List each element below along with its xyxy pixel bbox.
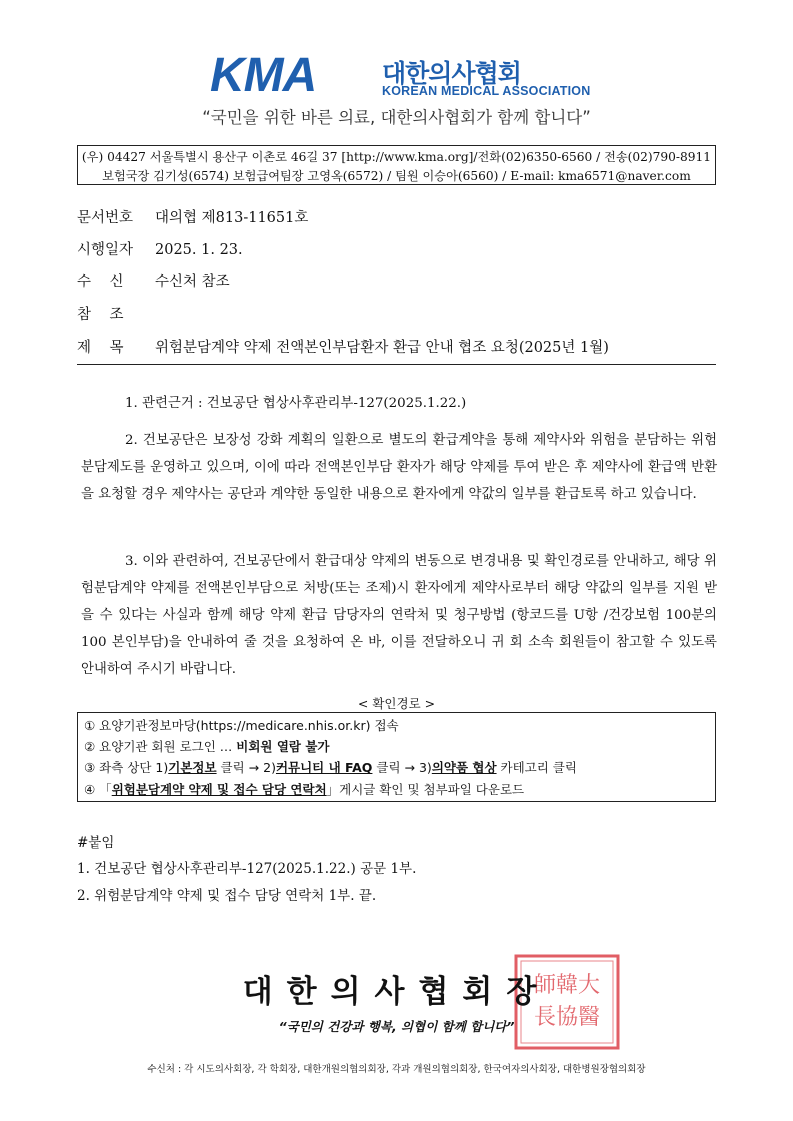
- signature-motto: “국민의 건강과 행복, 의협이 함께 합니다”: [278, 1019, 515, 1034]
- subject-value: 위험분담계약 약제 전액본인부담환자 환급 안내 협조 요청(2025년 1월): [155, 340, 609, 356]
- subject-label: 제 목: [77, 340, 124, 356]
- check-step-4-a: ④ 「: [84, 781, 112, 797]
- check-step-3-a: ③ 좌측 상단 1): [84, 760, 169, 776]
- reference-label: 참 조: [77, 307, 124, 323]
- doc-number-label: 문서번호: [77, 210, 134, 226]
- check-step-3-b: 기본정보: [168, 760, 217, 776]
- address-box: [77, 145, 716, 185]
- check-step-3-e: 클릭 → 3): [372, 760, 432, 776]
- address-line-2: 보험국장 김기성(6574) 보험급여팀장 고영옥(6572) / 팀원 이승아(6560) / E-mail: kma6571@naver.com: [102, 169, 691, 183]
- check-step-2-note: 비회원 열람 불가: [236, 739, 330, 755]
- check-step-3: [84, 757, 715, 778]
- check-step-3-f: 의약품 협상: [431, 760, 497, 776]
- signature-name: 대한의사협회장: [242, 974, 551, 1010]
- svg-text:師韓大: 師韓大: [533, 973, 601, 998]
- reference-row: [77, 303, 155, 324]
- attachment-2: 2. 위험분담계약 약제 및 접수 담당 연락처 1부. 끝.: [77, 888, 377, 904]
- check-path-title: < 확인경로 >: [357, 696, 436, 711]
- check-step-3-g: 카테고리 클릭: [496, 760, 577, 776]
- date-value: 2025. 1. 23.: [155, 242, 243, 258]
- doc-number: 대의협 제813-11651호: [155, 210, 309, 226]
- header-slogan: “국민을 위한 바른 의료, 대한의사협회가 함께 합니다”: [202, 108, 591, 127]
- divider: [77, 364, 716, 365]
- attachment-1: 1. 건보공단 협상사후관리부-127(2025.1.22.) 공문 1부.: [77, 861, 417, 877]
- date-row: [77, 238, 243, 259]
- check-step-2: [84, 736, 715, 757]
- doc-number-row: [77, 206, 308, 227]
- date-label: 시행일자: [77, 242, 134, 258]
- kma-logo: [210, 49, 591, 102]
- recipient-label: 수 신: [77, 274, 124, 290]
- check-step-4-c: 」게시글 확인 및 첨부파일 다운로드: [326, 781, 525, 797]
- kma-logo-mark: KMA: [210, 49, 317, 102]
- check-step-4-b: 위험분담계약 약제 및 접수 담당 연락처: [111, 781, 327, 797]
- recipients-list: 수신처 : 각 시도의사회장, 각 학회장, 대한개원의협의회장, 각과 개원의협의회장, 한국여자의사회장, 대한병원장협의회장: [147, 1064, 646, 1075]
- check-step-4: [84, 779, 715, 800]
- check-step-1: [84, 715, 715, 736]
- check-path-box: [77, 712, 716, 802]
- paragraph-1: [81, 390, 717, 417]
- check-step-2-text: ② 요양기관 회원 로그인 …: [84, 739, 237, 755]
- paragraph-3: [81, 548, 717, 683]
- address-line-1: (우) 04427 서울특별시 용산구 이촌로 46길 37 [http://www.kma.org]/전화(02)6350-6560 / 전송(02)790-8911: [81, 150, 712, 164]
- paragraph-3-text: 3. 이와 관련하여, 건보공단에서 환급대상 약제의 변동으로 변경내용 및 확인경로를 안내하고, 해당 위험분담계약 약제를 전액본인부담으로 처방(또는 조제)시 환자에게 제약사로부터 해당 약값의 일부를 지원 받을 수 있다는 사실과 함께 해당 약제 환급 담당자의 연락처 및 청구방법 (항코드를 U항 /건강보험 100분의 100 본인부담)을 안내하여 줄 것을 요청하여 온 바, 이를 전달하오니 귀 회 소속 회원들이 참고할 수 있도록 안내하여 주시기 바랍니다.: [81, 554, 717, 677]
- org-name-korean: 대한의사협회: [382, 59, 521, 88]
- subject-row: [77, 336, 609, 357]
- recipient-value: 수신처 참조: [155, 274, 230, 290]
- check-step-1-text: ① 요양기관정보마당(https://medicare.nhis.or.kr) 접속: [84, 718, 399, 733]
- check-step-3-c: 클릭 → 2): [216, 760, 276, 776]
- check-step-3-d: 커뮤니티 내 FAQ: [275, 760, 373, 776]
- paragraph-2: [81, 427, 717, 508]
- paragraph-2-text: 2. 건보공단은 보장성 강화 계획의 일환으로 별도의 환급계약을 통해 제약사와 위험을 분담하는 위험분담제도를 운영하고 있으며, 이에 따라 전액본인부담 환자가 해당 약제를 투여 받은 후 제약사에 환급액 반환을 요청할 경우 제약사는 공단과 계약한 동일한 내용으로 환자에게 약값의 일부를 환급토록 하고 있습니다.: [81, 433, 717, 502]
- paragraph-1-text: 1. 관련근거 : 건보공단 협상사후관리부-127(2025.1.22.): [125, 396, 467, 411]
- svg-text:長協醫: 長協醫: [533, 1005, 601, 1030]
- org-name-english: KOREAN MEDICAL ASSOCIATION: [382, 84, 591, 98]
- attachments-label: #붙임: [77, 835, 115, 851]
- recipient-row: [77, 270, 230, 291]
